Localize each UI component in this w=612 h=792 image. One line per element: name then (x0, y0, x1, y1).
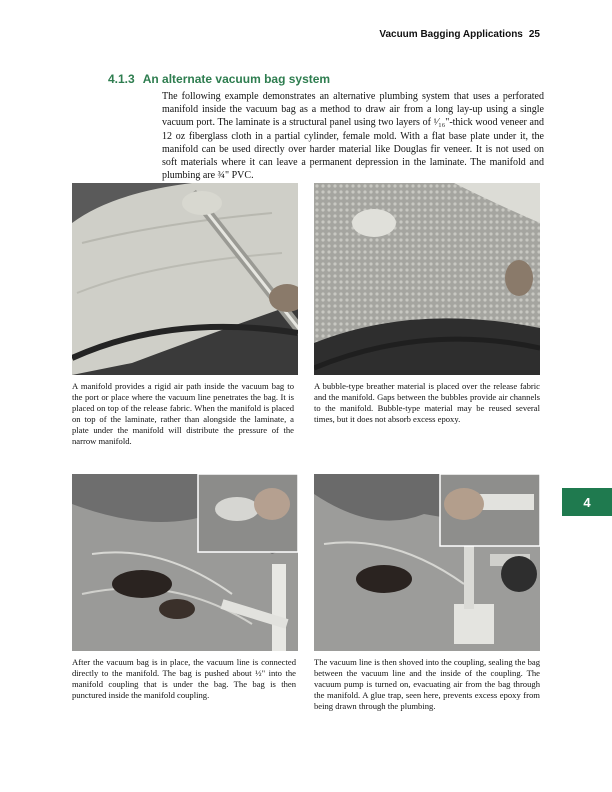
section-title: An alternate vacuum bag system (142, 72, 331, 86)
photo-bubble-breather (314, 183, 540, 375)
caption-vacuum-line-connection: After the vacuum bag is in place, the vacuum line is connected directly to the manifold. The bag is pushed about ½" into the manifold coupling that is under the bag. The bag is then punctured inside the manifold coupling. (72, 657, 296, 700)
running-header-title: Vacuum Bagging Applications (379, 29, 523, 40)
caption-glue-trap: The vacuum line is then shoved into the coupling, sealing the bag between the vacuum line and the inside of the coupling. The vacuum pump is turned on, evacuating air from the bag through the manifold. A glue trap, seen here, prevents excess epoxy from being drawn through the plumbing. (314, 657, 540, 711)
running-header (379, 29, 540, 40)
caption-manifold-placement: A manifold provides a rigid air path inside the vacuum bag to the port or place where the vacuum line penetrates the bag. It is placed on top of the release fabric. When the manifold is placed on top of the laminate, rather than alongside the laminate, a plate under the manifold will distribute the pressure of the narrow manifold. (72, 381, 294, 446)
section-number: 4.1.3 (108, 72, 135, 86)
intro-paragraph: The following example demonstrates an alternative plumbing system that uses a perforated manifold inside the vacuum bag as a method to draw air from a long lay-up using a single vacuum port. The laminate is a structural panel using two layers of ¹⁄₁₆"-thick wood veneer and 12 oz fiberglass cloth in a partial cylinder, female mold. With a flat base plate under it, the manifold can be used directly over harder material like Douglas fir veneer. It is not used on soft materials where it can leave a permanent depression in the laminate. The manifold and plumbing are ¾" PVC. (162, 91, 544, 182)
photo-manifold-placement (72, 183, 298, 375)
caption-bubble-breather: A bubble-type breather material is placed over the release fabric and the manifold. Gaps between the bubbles provide air channels to the manifold. Bubble-type material may be reused several times, but it does not absorb excess epoxy. (314, 381, 540, 424)
photo-glue-trap (314, 474, 540, 651)
section-heading (108, 72, 330, 86)
photo-vacuum-line-connection (72, 474, 298, 651)
page-number: 25 (528, 29, 540, 40)
chapter-tab: 4 (562, 488, 612, 516)
